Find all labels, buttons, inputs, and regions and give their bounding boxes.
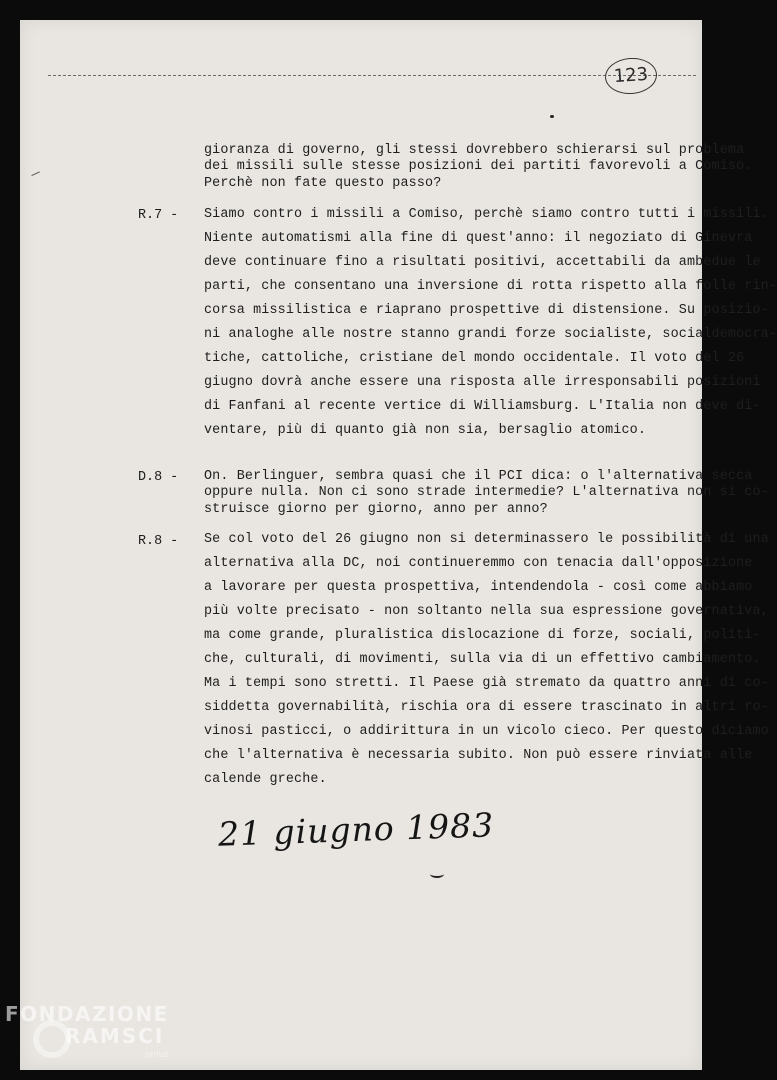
r8-label: R.8 - [138,534,179,549]
watermark-line2: RAMSCI [65,1024,165,1048]
watermark-line1: FONDAZIONE [5,1002,169,1026]
watermark-onlus: onlus [145,1050,170,1060]
document-page [20,20,777,1070]
r8-paragraph: Se col voto del 26 giugno non si determinassero le possibilità di una alternativa alla DC, noi continueremmo con tenacia dall'opposizione a lavorare per questa prospettiva, intendendola - così come abbiamo più volte precisato - non soltanto nella sua espressione governativa, ma come grande, pluralistica dislocazione di forze, sociali, politi- che, culturali, di movimenti, sulla via di un effettivo cambiamento. Ma i tempi sono stretti. Il Paese già stremato da quattro anni di co- siddetta governabilità, rischia ora di essere trascinato in altri ro- vinosi pasticci, o addirittura in un vicolo cieco. Per questo diciamo che l'alternativa è necessaria subito. Non può essere rinviata alle calende greche. [204,532,769,787]
page-number-stamp: 123 [604,56,658,96]
margin-mark [31,171,41,179]
intro-paragraph: gioranza di governo, gli stessi dovrebbero schierarsi sul problema dei missili sulle stesse posizioni dei partiti favorevoli a Comiso. Perchè non fate questo passo? [204,143,753,191]
r7-label: R.7 - [138,208,179,223]
d8-paragraph: On. Berlinguer, sembra quasi che il PCI dica: o l'alternativa secca oppure nulla. Non ci sono strade intermedie? L'alternativa non si co- struisce giorno per giorno, anno per anno? [204,469,769,517]
handwritten-date: 21 giugno 1983 [217,805,495,854]
top-rule-line [48,75,696,76]
fondazione-gramsci-watermark [5,1002,170,1060]
handwritten-mark [430,870,444,878]
r7-paragraph: Siamo contro i missili a Comiso, perchè siamo contro tutti i missili. Niente automatismi alla fine di quest'anno: il negoziato di Ginevra deve continuare fino a risultati positivi, accettabili da ambedue le parti, che consentano una inversione di rotta rispetto alla folle rin- corsa missilistica e riaprano prospettive di distensione. Su posizio- ni analoghe alle nostre stanno grandi forze socialiste, socialdemocra- tiche, cattoliche, cristiane del mondo occidentale. Il voto del 26 giugno dovrà anche essere una risposta alle irresponsabili posizioni di Fanfani al recente vertice di Williamsburg. L'Italia non deve di- ventare, più di quanto già non sia, bersaglio atomico. [204,207,777,438]
ink-dot [550,115,554,118]
d8-label: D.8 - [138,470,179,485]
